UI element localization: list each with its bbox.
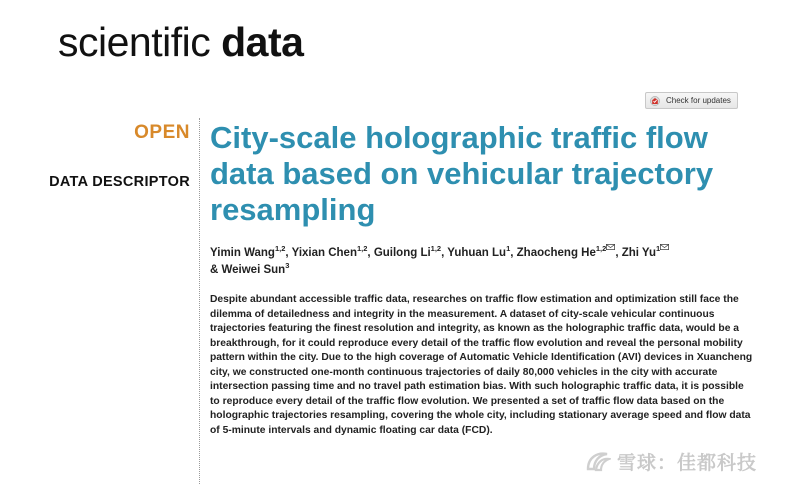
author-affiliation: 1,2 [356, 244, 368, 254]
author-name[interactable]: Yixian Chen [291, 247, 357, 259]
author-name[interactable]: Yimin Wang [210, 247, 275, 259]
author-affiliation: 1,2 [595, 244, 607, 254]
author-name[interactable]: Guilong Li [373, 247, 431, 259]
article-abstract: Despite abundant accessible traffic data, researches on traffic flow estimation and optimization still face the dilemma of detailedness and integrity in the measurement. A dataset of city-scale vehicular continuous trajectories featuring the finest resolution and integrity, as known as the holographic traffic data, would be a breakthrough, for it could reproduce every detail of the traffic flow evolution and reveal the personal mobility pattern within the city. Due to the high coverage of Automatic Vehicle Identification (AVI) devices in Xuancheng city, we constructed one-month continuous trajectories of daily 80,000 vehicles in the city with accurate intersection passing time and no travel path estimation bias. With such holographic traffic data, it is possible to reproduce every detail of the traffic flow evolution. We presented a set of traffic flow data based on the holographic trajectories resampling, covering the whole city, including stationary average speed and flow data of 5-minute intervals and dynamic floating car data (FCD). [210, 294, 753, 436]
watermark [585, 448, 757, 474]
author-affiliation: 1 [656, 244, 661, 254]
snowball-logo-icon [585, 449, 611, 473]
author-affiliation: 1,2 [430, 244, 442, 254]
dotted-divider [199, 118, 200, 484]
author-name[interactable]: Yuhuan Lu [447, 247, 507, 259]
email-icon[interactable] [660, 244, 669, 250]
author-affiliation: 3 [285, 261, 290, 271]
watermark-text: 雪球：佳都科技 [617, 452, 758, 474]
check-for-updates-button[interactable] [645, 92, 738, 109]
author-affiliation: 1 [506, 244, 511, 254]
author-affiliation: 1,2 [274, 244, 286, 254]
author-name[interactable]: Weiwei Sun [221, 264, 286, 276]
check-for-updates-label: Check for updates [666, 96, 731, 105]
open-access-label: OPEN [134, 122, 190, 143]
author-list: Yimin Wang$^{1,2}$, Yixian Chen$^{1,2}$, Guilong Li$^{1,2}$, Yuhuan Lu$^1$, Zhaocheng He$^{1,2}$ , Zhi Yu$^1$ & Weiwei Sun$^3$ [210, 244, 750, 279]
crossmark-icon [650, 96, 660, 106]
author-name[interactable]: Zhi Yu [621, 247, 656, 259]
journal-name-light: scientific [58, 19, 211, 65]
author-name[interactable]: Zhaocheng He [516, 247, 596, 259]
journal-masthead [58, 19, 304, 65]
author-ampersand: & [210, 264, 222, 276]
journal-name-bold: data [221, 19, 304, 65]
article-type-label: DATA DESCRIPTOR [49, 174, 190, 190]
email-icon[interactable] [606, 244, 615, 250]
article-title: City-scale holographic traffic flow data based on vehicular trajectory resampling [210, 120, 714, 227]
